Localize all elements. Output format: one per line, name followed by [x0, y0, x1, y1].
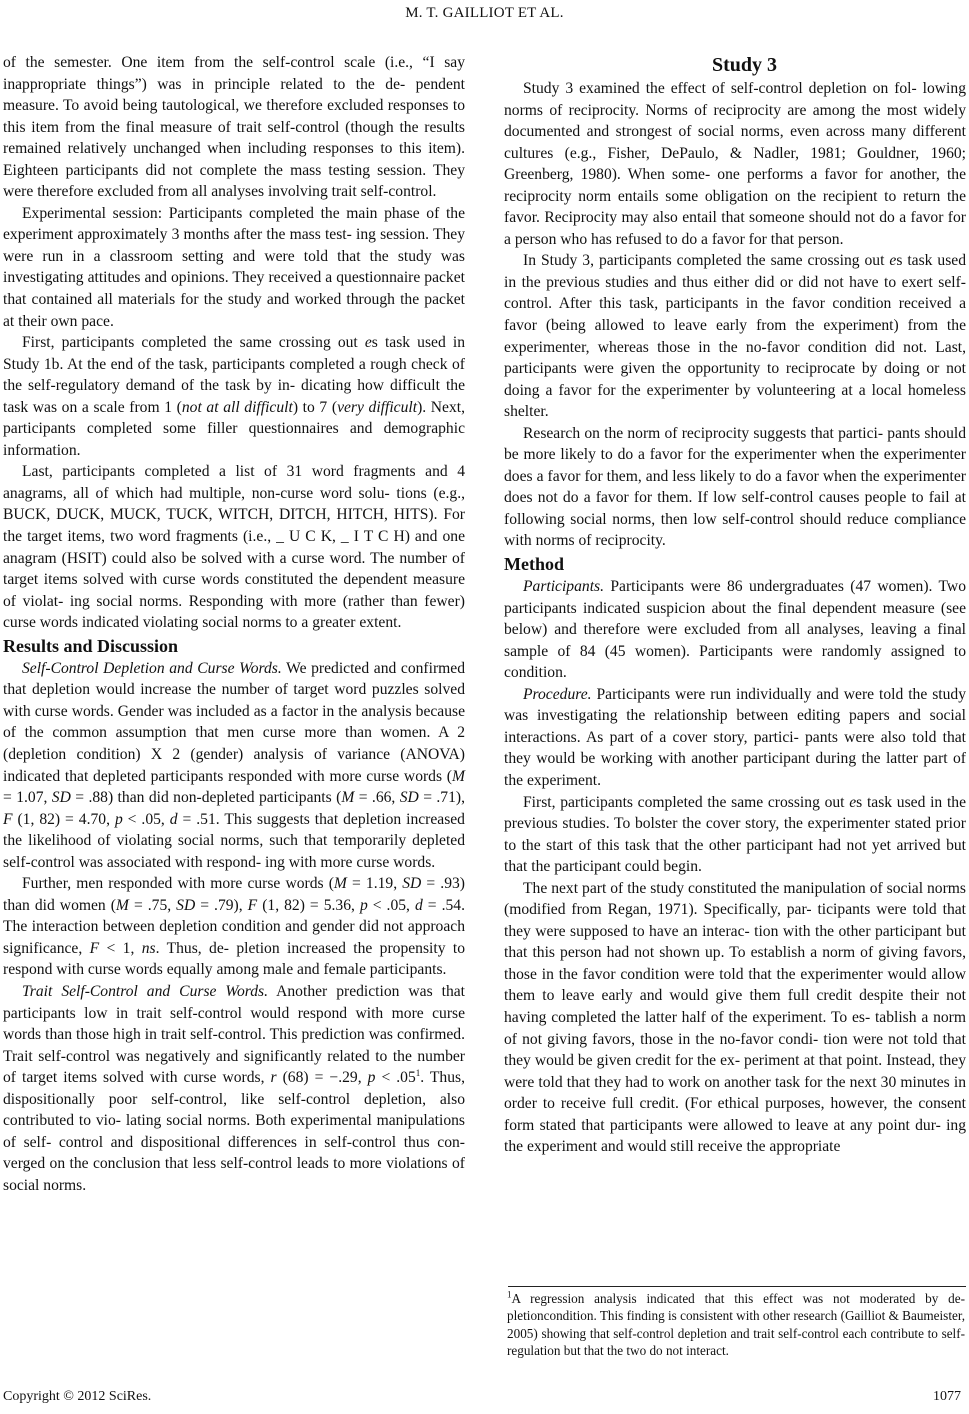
paragraph: of the semester. One item from the self-control scale (i.e., “I say inappropriate things”) was in principle related to the de- pendent measure. To avoid being tautological, we therefore excluded responses to this item from the final measure of trait self-control (though the results remained relatively unchanged when including responses to this item). Eighteen participants did not complete the mass testing session. They were therefore excluded from all analyses involving trait self-control. — [3, 54, 465, 201]
footnote-divider — [508, 1286, 966, 1287]
paragraph: Study 3 examined the effect of self-control depletion on fol- lowing norms of reciprocity. Norms of reciprocity are among the most widely documented and strongest of social norms, even across many different cultures (e.g., Fisher, DePaulo, & Nadler, 1981; Gouldner, 1960; Greenberg, 1980). When some- one performs a favor for another, the reciprocity norm entails some obligation on the recipient to return the favor. Reciprocity may also entail that someone should not do a favor for a person who has refused to do a favor for that person. — [504, 80, 966, 248]
paragraph: First, participants completed the same crossing out es task used in the previous studies. To bolster the cover story, the experimenter stated prior to the start of this task that the other participant had not yet arrived but that the participant could begin. — [504, 793, 966, 876]
footnote-marker: 1 — [507, 1289, 512, 1300]
paragraph: Trait Self-Control and Curse Words. Another prediction was that participants low in trait self-control would respond with more curse words than those high in trait self-control. This prediction was confirmed. Trait self-control was negatively and significantly related to the number of target items solved with curse words, r (68) = −.29, $p < .05^1$. Thus, dispositionally poor self-control, like self-control depletion, also contributed to vio- lating social norms. Both experimental manipulations of self- control and dispositional differences in self-control thus con- verged on the conclusion that less self-control leads to more violations of social norms. — [3, 982, 465, 1194]
section-heading-study-3: Study 3 — [711, 54, 778, 76]
paragraph: Experimental session: Participants completed the main phase of the experiment approximately 3 months after the mass test- ing session. They were run in a classroom setting and were told that the study was investigating attitudes and opinions. They received a questionnaire packet that contained all materials for the study and worked through the packet at their own pace. — [3, 204, 465, 330]
footnote-marker: 1 — [415, 1067, 421, 1078]
paragraph: Procedure. Participants were run individually and were told the study was investigating the relationship between editing papers and social interactions. As part of a cover story, partici- pants were also told that they would be working with another participant during the latter part of the experiment. — [504, 685, 966, 789]
paragraph: In Study 3, participants completed the same crossing out es task used in the previous studies and thus either did or did not have to exert self-control. After this task, participants in the favor condition received a favor (being allowed to leave early from the experiment) from the experimenter, whereas those in the no-favor condition did not. Last, participants were given the opportunity to reciprocate by doing or not doing a favor for the experimenter by volunteering at a local homeless shelter. — [504, 252, 966, 421]
paragraph: Research on the norm of reciprocity suggests that partici- pants should be more likely to do a favor for the experimenter when the experimenter does a favor for them, and less likely to do a favor when the experimenter does not do a favor for them. If low self-control causes people to fail at following social norms, then low self-control should reduce compliance with norms of reciprocity. — [504, 424, 966, 550]
left-column — [3, 52, 465, 1196]
right-column — [504, 52, 966, 1158]
paragraph: Participants. Participants were 86 undergraduates (47 women). Two participants indicated suspicion about the final dependent measure (see below) and therefore were excluded from all analyses, leaving a final sample of 84 (45 women). Participants were randomly assigned to condition. — [504, 578, 966, 682]
copyright-notice: Copyright © 2012 SciRes. — [3, 1389, 152, 1404]
paragraph: Self-Control Depletion and Curse Words. We predicted and confirmed that depletion would increase the number of target word puzzles solved with curse words. Gender was included as a factor in the analysis because of the common assumption that men curse more than women. A 2 (depletion condition) X 2 (gender) analysis of variance (ANOVA) indicated that depleted participants responded with more curse words (M = 1.07, SD = .88) than did non-depleted participants (M = .66, SD = .71), F (1, 82) = 4.70, p < .05, d = .51. This suggests that depletion increased the likelihood of violating social norms, such that temporarily depleted self-control was associated with respond- ing with more curse words. — [3, 659, 465, 871]
paragraph: The next part of the study constituted the manipulation of social norms (modified from Regan, 1971). Specifically, par- ticipants were told that they were supposed to have an interac- tion with the other participant but that this person had not shown up. To establish a norm of giving favors, those in the favor condition were told that the experimenter would allow them to leave early and would give them full credit despite their not having completed the latter half of the experiment. To es- tablish a norm of not giving favors, those in the no-favor condi- tion were not told that they would be given credit for the ex- periment at that point. Instead, they were told that they had to work on another task for the next 30 minutes in order to receive full credit. (For ethical purposes, however, the consent form stated that participants were allowed to leave at any point dur- ing the experiment and would still receive the appropriate — [504, 879, 966, 1156]
section-heading-method: Method — [504, 554, 564, 575]
running-head: M. T. GAILLIOT ET AL. — [405, 5, 564, 21]
paragraph: Further, men responded with more curse words (M = 1.19, SD = .93) than did women (M = .75, SD = .79), F (1, 82) = 5.36, p < .05, d = .54. The interaction between depletion condition and gender did not approach significance, F < 1, ns. Thus, de- pletion increased the propensity to respond with curse words equally among male and female participants. — [3, 875, 465, 979]
footnote-text: A regression analysis indicated that this effect was not moderated by de- pletioncondition. This finding is consistent with other research (Gailliot & Baumeister, 2005) showing that self-control depletion and trait self-control each contribute to self-regulation but that the two do not interact. — [507, 1291, 965, 1359]
section-heading-results: Results and Discussion — [3, 635, 179, 656]
paragraph: First, participants completed the same crossing out es task used in Study 1b. At the end of the task, participants completed a rough check of the self-regulatory demand of the task by in- dicating how difficult the task was on a scale from 1 (not at all difficult) to 7 (very difficult). Next, participants completed some filler questionnaires and demographic information. — [3, 334, 466, 459]
paragraph: Last, participants completed a list of 31 word fragments and 4 anagrams, all of which had multiple, non-curse word solu- tions (e.g., BUCK, DUCK, MUCK, TUCK, WITCH, DITCH, HITCH, HITS). For the target items, two word fragments (i.e., _ U C K, _ I T C H) and one anagram (HSIT) could also be solved with a curse word. The number of target items solved with curse words constituted the dependent measure of violat- ing social norms. Responding with more (rather than fewer) curse words indicated violating social norms to a greater extent. — [3, 463, 465, 632]
footnote — [507, 1290, 965, 1360]
page-number: 1077 — [933, 1389, 961, 1404]
